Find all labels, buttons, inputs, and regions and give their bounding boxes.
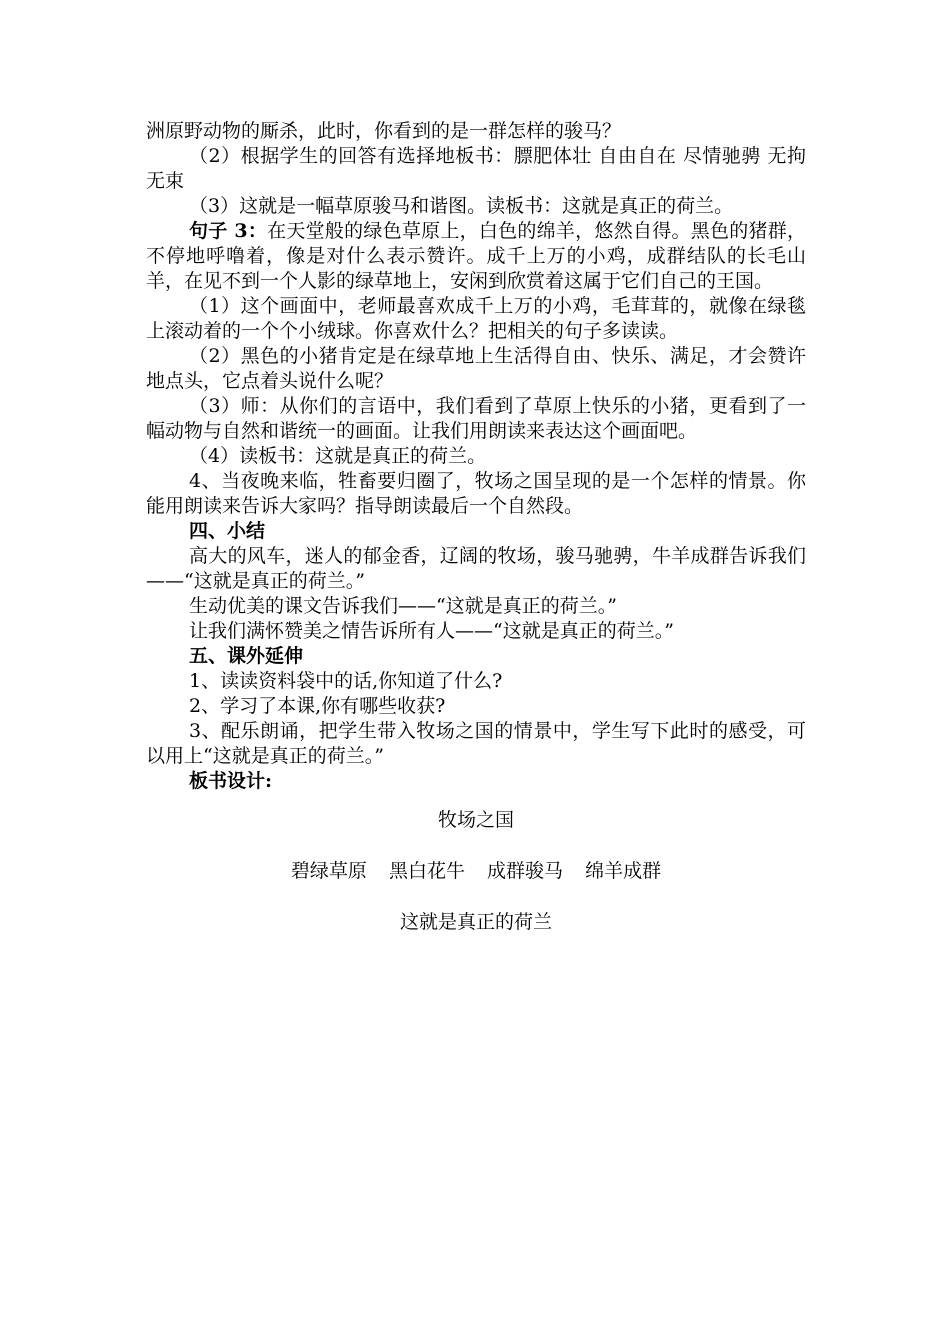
paragraph: 1、读读资料袋中的话,你知道了什么? xyxy=(189,670,503,692)
paragraph: 生动优美的课文告诉我们——“这就是真正的荷兰。” xyxy=(189,595,617,617)
paragraph: （1）这个画面中，老师最喜欢成千上万的小鸡，毛茸茸的，就像在绿毯上滚动着的一个个小绒球。你喜欢什么？把相关的句子多读读。 xyxy=(146,295,806,342)
sentence-3-paragraph xyxy=(146,219,806,294)
board-title: 牧场之国 xyxy=(437,809,514,831)
board-design-label: 板书设计: xyxy=(189,770,273,792)
paragraph: 高大的风车，迷人的郁金香，辽阔的牧场，骏马驰骋，牛羊成群告诉我们——“这就是真正的荷兰。” xyxy=(146,545,806,592)
paragraph: 2、学习了本课,你有哪些收获? xyxy=(189,695,446,717)
paragraph: 洲原野动物的厮杀，此时，你看到的是一群怎样的骏马？ xyxy=(146,120,622,142)
sentence-3-text: 在天堂般的绿色草原上，白色的绵羊，悠然自得。黑色的猪群，不停地呼噜着，像是对什么表示赞许。成千上万的小鸡，成群结队的长毛山羊，在见不到一个人影的绿草地上，安闲到欣赏着这属于它们自己的王国。 xyxy=(146,220,806,292)
paragraph: （4）读板书：这就是真正的荷兰。 xyxy=(189,445,487,467)
board-conclusion: 这就是真正的荷兰 xyxy=(399,911,552,933)
paragraph: （3）这就是一幅草原骏马和谐图。读板书：这就是真正的荷兰。 xyxy=(189,195,734,217)
section-heading-extension: 五、课外延伸 xyxy=(189,645,304,667)
paragraph: （3）师：从你们的言语中，我们看到了草原上快乐的小猪，更看到了一幅动物与自然和谐统一的画面。让我们用朗读来表达这个画面吧。 xyxy=(146,395,806,442)
paragraph: 让我们满怀赞美之情告诉所有人——“这就是真正的荷兰。” xyxy=(189,620,674,642)
paragraph: 4、当夜晚来临，牲畜要归圈了，牧场之国呈现的是一个怎样的情景。你能用朗读来告诉大家吗？指导朗读最后一个自然段。 xyxy=(146,470,806,517)
paragraph: （2）黑色的小猪肯定是在绿草地上生活得自由、快乐、满足，才会赞许地点头，它点着头说什么呢？ xyxy=(146,345,806,392)
paragraph: （2）根据学生的回答有选择地板书：膘肥体壮 自由自在 尽情驰骋 无拘无束 xyxy=(146,145,806,192)
board-item: 绵羊成群 xyxy=(585,860,662,882)
board-items xyxy=(146,859,806,884)
paragraph: 3、配乐朗诵，把学生带入牧场之国的情景中，学生写下此时的感受，可以用上“这就是真正的荷兰。” xyxy=(146,720,806,767)
board-item: 成群骏马 xyxy=(487,860,564,882)
board-item: 黑白花牛 xyxy=(388,860,465,882)
document-page xyxy=(146,119,806,935)
sentence-3-label: 句子 3： xyxy=(189,220,268,242)
section-heading-summary: 四、小结 xyxy=(189,520,266,542)
board-item: 碧绿草原 xyxy=(290,860,367,882)
